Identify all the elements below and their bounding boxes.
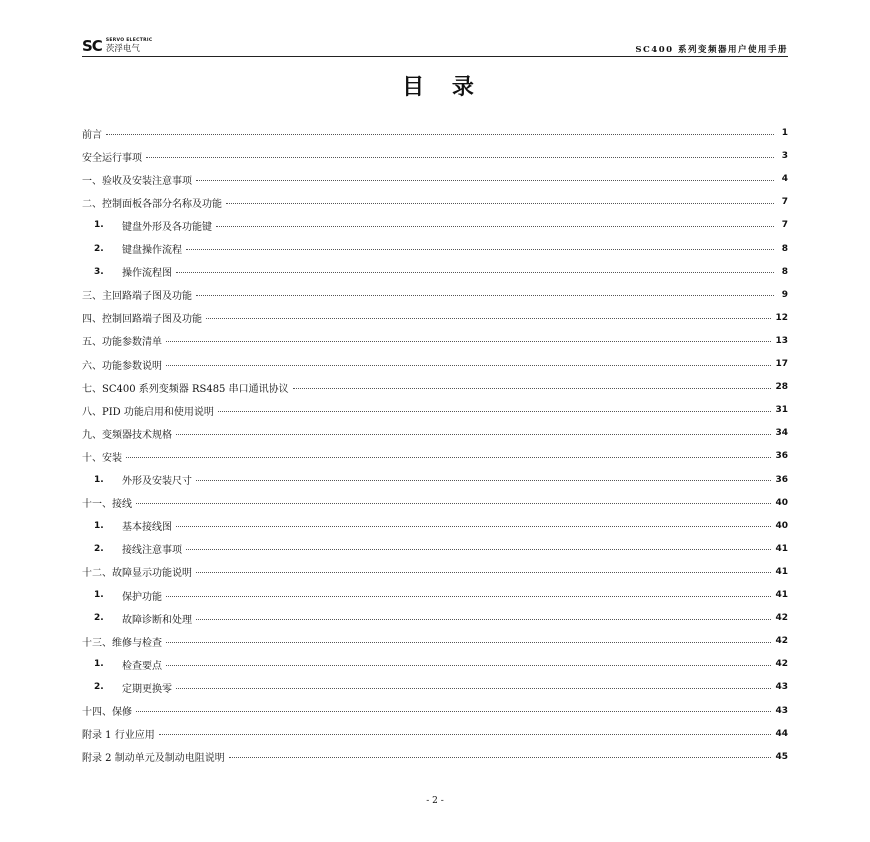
toc-entry-title: 键盘外形及各功能键 [122,221,212,233]
toc-entry-title: 接线注意事项 [122,545,182,557]
logo-chinese: 茨浮电气 [105,43,140,54]
toc-dot-leader [206,318,771,319]
toc-entry-number: 1. [94,220,104,231]
toc-entry[interactable] [82,563,788,581]
toc-entry-number: 1. [94,590,104,600]
toc-entry-page: 7 [781,197,788,208]
logo-text [106,39,153,53]
toc-entry-title: 一、验收及安装注意事项 [82,175,192,187]
toc-entry-page: 43 [775,682,788,693]
toc-entry-page: 9 [781,289,788,300]
toc-entry-page: 7 [781,220,788,231]
logo-english: SERVO ELECTRIC [105,38,153,43]
toc-entry-title: 十四、保修 [82,707,132,718]
toc-entry-title: 故障诊断和处理 [122,614,192,626]
toc-entry[interactable] [82,355,788,373]
toc-entry-page: 12 [775,312,788,323]
toc-entry[interactable] [82,517,788,535]
toc-entry-page: 36 [775,474,788,485]
toc-entry-page: 40 [775,520,788,531]
toc-dot-leader [229,757,772,758]
toc-dot-leader [176,526,771,527]
toc-entry-page: 44 [775,728,788,739]
toc-entry[interactable] [82,263,788,281]
logo-mark: SC [82,37,102,55]
toc-entry-page: 40 [775,497,788,508]
toc-entry[interactable] [82,170,788,188]
toc-entry-page: 13 [775,335,788,346]
toc-entry-number: 1. [94,474,104,485]
toc-entry[interactable] [82,586,788,604]
toc-entry-page: 41 [775,590,788,600]
toc-entry-page: 1 [781,128,788,138]
toc-entry-title: 七、SC400 系列变频器 RS485 串口通讯协议 [82,383,289,395]
toc-dot-leader [196,572,771,573]
toc-entry[interactable] [82,309,788,327]
toc-entry-title: 外形及安装尺寸 [122,476,192,487]
toc-entry-number: 2. [94,613,104,624]
toc-dot-leader [136,503,771,504]
toc-entry[interactable] [82,124,788,142]
toc-entry[interactable] [82,240,788,258]
toc-entry-title: 五、功能参数清单 [82,337,162,349]
toc-entry-title: 八、PID 功能启用和使用说明 [82,406,214,418]
toc-entry-page: 8 [781,243,788,254]
toc-dot-leader [166,341,771,342]
toc-entry-title: 四、控制回路端子图及功能 [82,314,202,326]
toc-dot-leader [146,157,774,158]
toc-dot-leader [176,434,771,435]
toc-entry-title: 十三、维修与检查 [82,637,162,649]
toc-entry-page: 41 [775,543,788,554]
toc-entry-page: 41 [775,566,788,577]
toc-entry-title: 附录 2 制动单元及制动电阻说明 [82,753,225,765]
toc-dot-leader [216,226,774,227]
toc-entry-title: 十、安装 [82,452,122,464]
toc-dot-leader [126,457,771,458]
toc-dot-leader [196,180,774,181]
toc-entry[interactable] [82,378,788,396]
toc-entry-title: 十一、接线 [82,499,132,511]
toc-entry[interactable] [82,447,788,465]
toc-dot-leader [196,480,771,481]
toc-entry-page: 31 [775,405,788,416]
toc-dot-leader [166,665,771,666]
page-header [82,38,788,56]
toc-entry-title: 检查要点 [122,660,162,672]
toc-entry[interactable] [82,655,788,673]
toc-entry[interactable] [82,216,788,234]
toc-entry-page: 8 [781,266,788,277]
toc-entry-title: 十二、故障显示功能说明 [82,568,192,580]
toc-entry-title: 键盘操作流程 [122,245,182,256]
toc-entry-title: 前言 [82,129,102,141]
toc-dot-leader [226,203,774,204]
toc-dot-leader [106,134,774,135]
toc-entry-title: 九、变频器技术规格 [82,429,172,441]
toc-entry-page: 3 [781,151,788,162]
toc-entry[interactable] [82,286,788,304]
toc-entry-number: 3. [94,266,104,277]
toc-entry[interactable] [82,609,788,627]
toc-entry[interactable] [82,332,788,350]
toc-entry[interactable] [82,471,788,489]
toc-entry-title: 附录 1 行业应用 [82,730,155,742]
toc-entry[interactable] [82,748,788,766]
toc-dot-leader [186,249,774,250]
header-divider [82,56,788,57]
toc-entry-number: 1. [94,520,104,531]
toc-entry[interactable] [82,678,788,696]
toc-entry[interactable] [82,494,788,512]
toc-dot-leader [186,549,771,550]
toc-dot-leader [166,365,771,366]
toc-entry-title: 二、控制面板各部分名称及功能 [82,198,222,210]
toc-entry-number: 2. [94,543,104,554]
toc-entry[interactable] [82,147,788,165]
toc-dot-leader [218,411,772,412]
toc-dot-leader [166,596,771,597]
toc-entry-number: 2. [94,682,104,693]
toc-entry-page: 42 [775,659,788,670]
company-logo [82,38,152,54]
page-number: - 2 - [426,796,444,806]
toc-entry-page: 28 [775,382,788,393]
page-title: 目 录 [402,75,484,100]
toc-entry-page: 42 [775,636,788,647]
toc-entry[interactable] [82,725,788,743]
toc-entry-title: 定期更换零 [122,683,172,695]
toc-entry-title: 六、功能参数说明 [82,360,162,372]
toc-entry-title: 操作流程图 [122,268,172,280]
toc-entry-title: 保护功能 [122,591,162,603]
toc-entry[interactable] [82,702,788,720]
toc-dot-leader [176,272,774,273]
toc-entry[interactable] [82,540,788,558]
toc-dot-leader [293,388,772,389]
toc-entry-page: 36 [775,451,788,462]
toc-entry-page: 43 [775,705,788,716]
toc-entry-page: 17 [775,359,788,369]
toc-dot-leader [196,619,771,620]
toc-entry-page: 42 [775,613,788,624]
toc-entry[interactable] [82,401,788,419]
toc-entry[interactable] [82,632,788,650]
toc-entry-number: 2. [94,243,104,254]
toc-dot-leader [196,295,774,296]
toc-dot-leader [159,734,772,735]
toc-entry-title: 基本接线图 [122,522,172,534]
toc-dot-leader [136,711,771,712]
manual-title: SC400 系列变频器用户使用手册 [635,45,788,55]
toc-entry-title: 三、主回路端子图及功能 [82,291,192,303]
toc-entry[interactable] [82,193,788,211]
toc-entry[interactable] [82,424,788,442]
toc-entry-number: 1. [94,659,104,670]
toc-dot-leader [176,688,771,689]
toc-entry-page: 45 [775,751,788,762]
toc-entry-page: 4 [781,174,788,185]
toc-dot-leader [166,642,771,643]
toc-entry-page: 34 [775,428,788,439]
toc-entry-title: 安全运行事项 [82,152,142,164]
